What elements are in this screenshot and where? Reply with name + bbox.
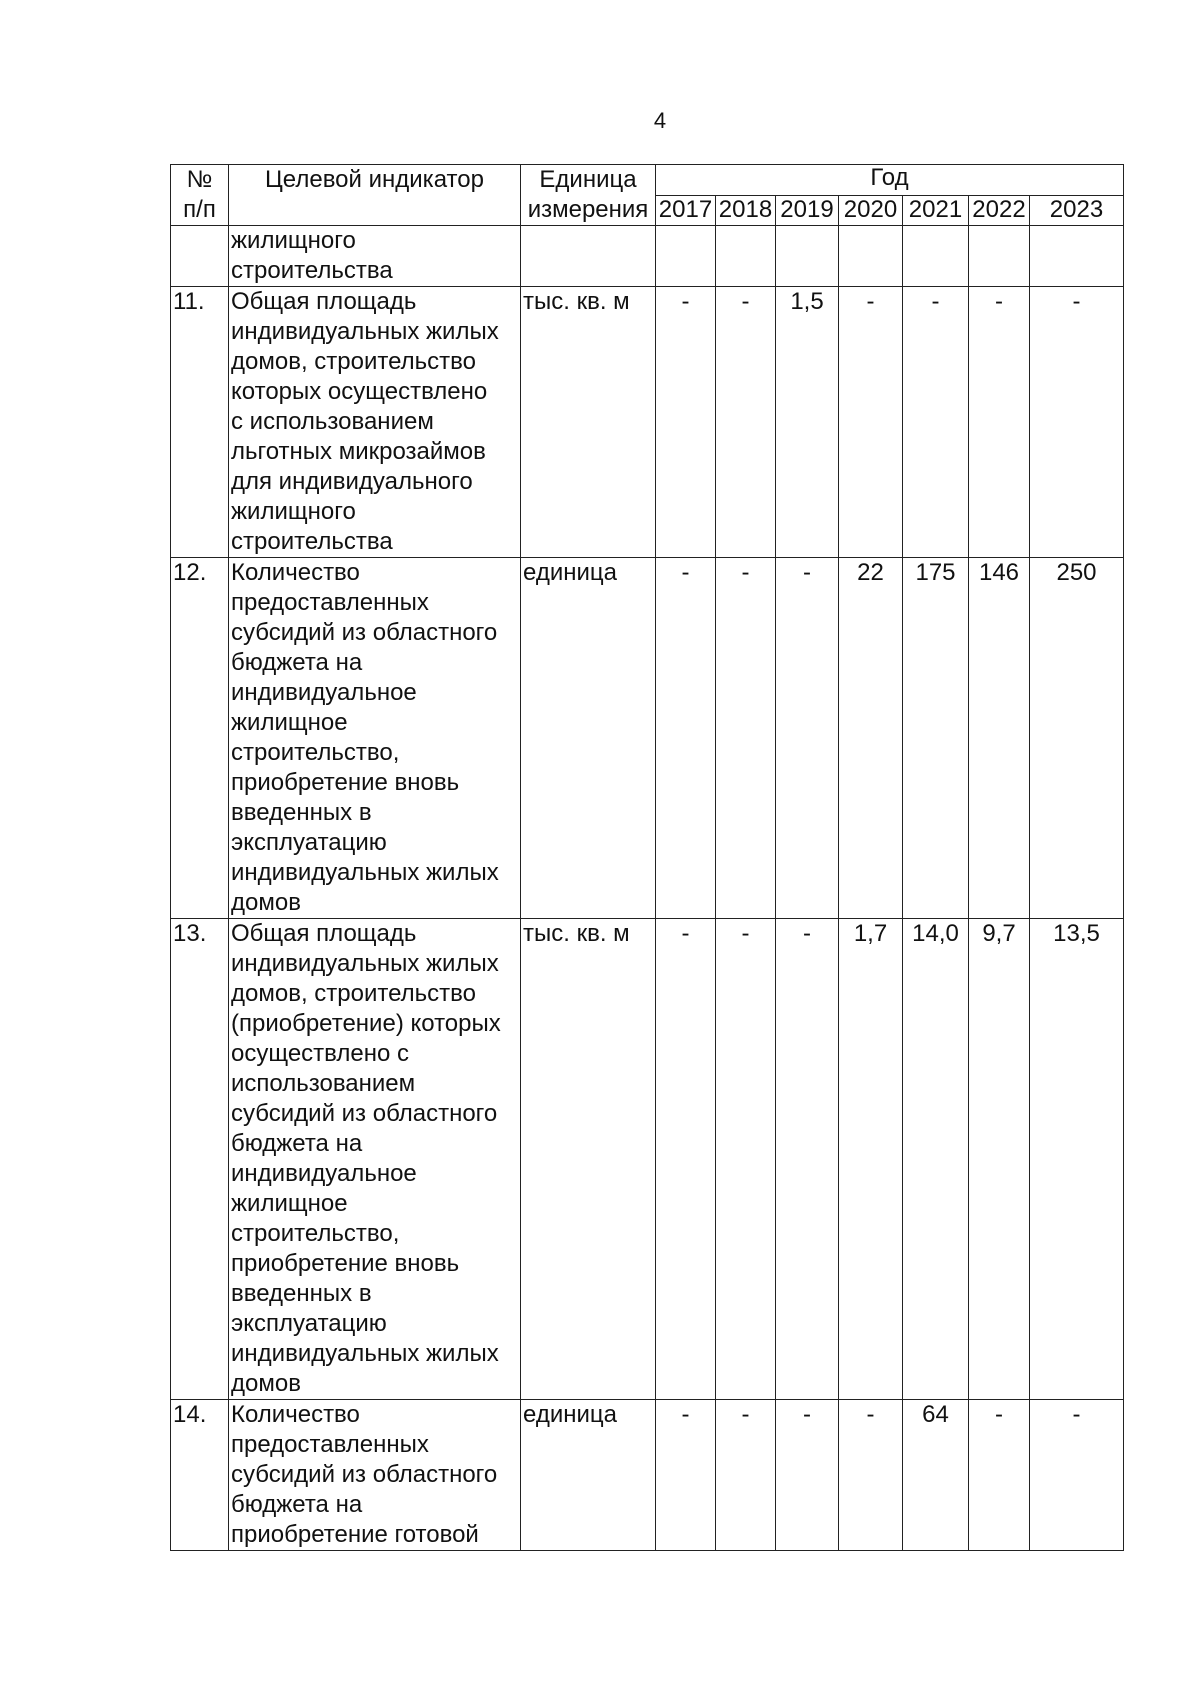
row-number: 11. [171, 287, 229, 558]
value-cell: 64 [903, 1400, 969, 1551]
value-cell: - [716, 558, 776, 919]
table-row [171, 1400, 1124, 1551]
row-number [171, 226, 229, 287]
header-year: 2023 [1030, 195, 1124, 226]
header-year: 2021 [903, 195, 969, 226]
value-cell: - [1030, 287, 1124, 558]
indicator-name: Общая площадь индивидуальных жилых домов, строительство (приобретение) которых осуществлено с использованием субсидий из областного бюджета на индивидуальное жилищное строительство, приобретение вновь введенных в эксплуатацию индивидуальных жилых домов [229, 919, 521, 1400]
value-cell: - [903, 287, 969, 558]
value-cell [839, 226, 903, 287]
indicator-name: Количество предоставленных субсидий из областного бюджета на приобретение готовой [229, 1400, 521, 1551]
value-cell: - [776, 919, 839, 1400]
value-cell [656, 226, 716, 287]
header-num: № п/п [171, 165, 229, 226]
value-cell: - [716, 287, 776, 558]
value-cell: - [716, 1400, 776, 1551]
indicator-table [170, 164, 1124, 1551]
unit-cell: тыс. кв. м [521, 287, 656, 558]
value-cell: - [716, 919, 776, 1400]
value-cell [903, 226, 969, 287]
value-cell: - [776, 1400, 839, 1551]
header-year: 2020 [839, 195, 903, 226]
value-cell: 250 [1030, 558, 1124, 919]
value-cell: 1,5 [776, 287, 839, 558]
indicator-name: жилищного строительства [229, 226, 521, 287]
value-cell: - [839, 287, 903, 558]
header-unit: Единица измерения [521, 165, 656, 226]
value-cell: 22 [839, 558, 903, 919]
value-cell: - [776, 558, 839, 919]
table-row [171, 558, 1124, 919]
value-cell: - [656, 919, 716, 1400]
value-cell: - [969, 1400, 1030, 1551]
indicator-name: Общая площадь индивидуальных жилых домов, строительство которых осуществлено с использованием льготных микрозаймов для индивидуального жилищного строительства [229, 287, 521, 558]
table-row [171, 919, 1124, 1400]
unit-cell: тыс. кв. м [521, 919, 656, 1400]
value-cell: 175 [903, 558, 969, 919]
page-number: 4 [653, 108, 667, 133]
indicator-name: Количество предоставленных субсидий из областного бюджета на индивидуальное жилищное строительство, приобретение вновь введенных в эксплуатацию индивидуальных жилых домов [229, 558, 521, 919]
header-year: 2018 [716, 195, 776, 226]
value-cell: - [656, 558, 716, 919]
row-number: 14. [171, 1400, 229, 1551]
value-cell [776, 226, 839, 287]
value-cell: 146 [969, 558, 1030, 919]
header-row-1 [171, 165, 1124, 196]
header-year: 2022 [969, 195, 1030, 226]
table-row [171, 226, 1124, 287]
unit-cell: единица [521, 1400, 656, 1551]
header-year: 2019 [776, 195, 839, 226]
value-cell: - [969, 287, 1030, 558]
value-cell: 1,7 [839, 919, 903, 1400]
value-cell: - [656, 1400, 716, 1551]
value-cell: - [656, 287, 716, 558]
unit-cell [521, 226, 656, 287]
header-indicator: Целевой индикатор [229, 165, 521, 226]
value-cell: 9,7 [969, 919, 1030, 1400]
row-number: 12. [171, 558, 229, 919]
value-cell: 13,5 [1030, 919, 1124, 1400]
value-cell: 14,0 [903, 919, 969, 1400]
value-cell [1030, 226, 1124, 287]
table-row [171, 287, 1124, 558]
header-year-group: Год [656, 165, 1124, 196]
value-cell [969, 226, 1030, 287]
value-cell: - [1030, 1400, 1124, 1551]
value-cell: - [839, 1400, 903, 1551]
value-cell [716, 226, 776, 287]
row-number: 13. [171, 919, 229, 1400]
header-year: 2017 [656, 195, 716, 226]
unit-cell: единица [521, 558, 656, 919]
